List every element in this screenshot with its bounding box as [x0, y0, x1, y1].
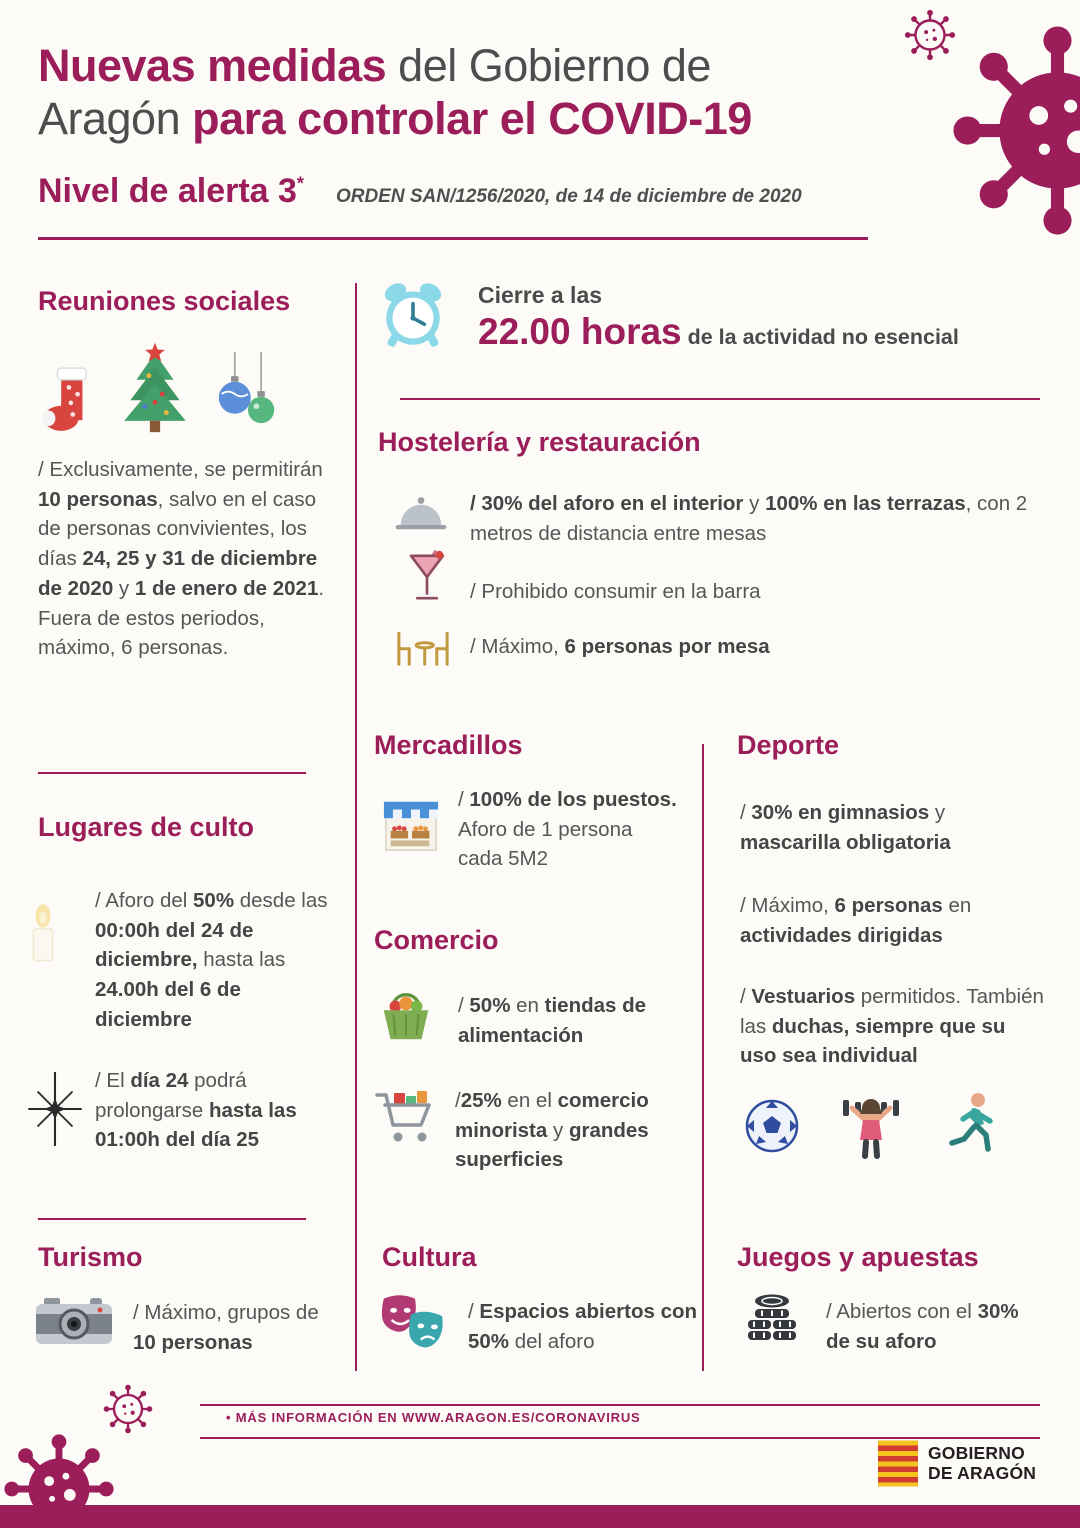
hospitality-rule-1: / 30% del aforo en el interior y 100% en las terrazas, con 2 metros de distancia entre mesas — [470, 492, 1028, 545]
divider — [400, 398, 1040, 400]
section-heading-markets: Mercadillos — [374, 730, 523, 760]
worship-rule-2: / El día 24 podrá prolongarse hasta las 01:00h del día 25 — [95, 1069, 297, 1152]
divider — [200, 1437, 1040, 1439]
more-info-text: • MÁS INFORMACIÓN EN WWW.ARAGON.ES/CORONAVIRUS — [226, 1410, 641, 1425]
logo-line-1: GOBIERNO — [928, 1442, 1025, 1463]
sports-icons — [744, 1090, 1054, 1162]
closure-intro: Cierre a las — [478, 282, 603, 308]
divider — [38, 1218, 306, 1220]
theater-masks-icon — [378, 1292, 450, 1354]
cocktail-icon — [404, 546, 450, 608]
weightlifting-icon — [838, 1090, 904, 1162]
running-icon — [942, 1091, 1000, 1161]
bottom-accent-bar — [0, 1505, 1080, 1528]
column-divider — [355, 283, 357, 1371]
closure-notice — [478, 282, 1040, 353]
order-reference: ORDEN SAN/1256/2020, de 14 de diciembre de 2020 — [335, 186, 802, 207]
section-heading-hospitality: Hostelería y restauración — [378, 427, 701, 457]
column-divider — [702, 744, 704, 1371]
shopping-cart-icon — [374, 1084, 438, 1148]
section-heading-worship: Lugares de culto — [38, 812, 255, 842]
section-heading-culture: Cultura — [382, 1242, 477, 1272]
sports-rule-3: / Vestuarios permitidos. También las duchas, siempre que su uso sea individual — [740, 985, 1044, 1068]
tourism-rule: / Máximo, grupos de 10 personas — [133, 1301, 319, 1354]
stocking-icon — [40, 360, 94, 438]
commerce-rule-1: / 50% en tiendas de alimentación — [458, 994, 647, 1047]
alert-level — [38, 172, 304, 211]
sports-rule-2: / Máximo, 6 personas en actividades dirigidas — [740, 894, 972, 947]
section-heading-commerce: Comercio — [374, 925, 499, 955]
sports-rule-1: / 30% en gimnasios y mascarilla obligatoria — [740, 801, 951, 854]
alert-asterisk: * — [296, 173, 304, 194]
gambling-rule: / Abiertos con el 30% de su aforo — [826, 1300, 1019, 1353]
closure-scope: de la actividad no esencial — [681, 325, 959, 349]
christmas-tree-icon — [118, 342, 192, 438]
virus-icon — [901, 6, 959, 64]
section-heading-gambling: Juegos y apuestas — [737, 1242, 979, 1272]
divider — [200, 1404, 1040, 1406]
grocery-basket-icon — [376, 988, 436, 1046]
worship-rule-1: / Aforo del 50% desde las 00:00h del 24 de diciembre, hasta las 24.00h del 6 de diciembre — [95, 889, 328, 1031]
star-icon — [22, 1072, 88, 1146]
alert-level-text: Nivel de alerta 3 — [38, 172, 297, 210]
gobierno-aragon-logo — [878, 1440, 1036, 1487]
section-heading-tourism: Turismo — [38, 1242, 143, 1272]
hospitality-rule-2: / Prohibido consumir en la barra — [470, 580, 761, 603]
title-line-2: Aragón para controlar el COVID-19 — [38, 92, 752, 144]
social-rules: / Exclusivamente, se permitirán 10 personas, salvo en el caso de personas convivientes, los días 24, 25 y 31 de diciembre de 2020 y 1 de enero de 2021. Fuera de estos periodos, máximo, 6 personas. — [38, 458, 325, 660]
christmas-icons — [40, 334, 330, 438]
cloche-icon — [394, 494, 448, 534]
title-line-1: Nuevas medidas del Gobierno de — [38, 40, 711, 91]
table-chairs-icon — [392, 626, 454, 668]
hospitality-rule-3: / Máximo, 6 personas por mesa — [470, 635, 770, 658]
header-divider — [38, 237, 868, 240]
divider — [38, 772, 306, 774]
culture-rule: / Espacios abiertos con 50% del aforo — [468, 1300, 698, 1353]
poker-chips-icon — [742, 1292, 802, 1350]
closure-time: 22.00 horas — [478, 311, 682, 352]
virus-icon — [100, 1381, 156, 1437]
virus-icon — [945, 18, 1080, 243]
candle-icon — [18, 903, 68, 967]
soccer-ball-icon — [744, 1098, 800, 1154]
alert-row — [38, 172, 802, 211]
logo-line-2: DE ARAGÓN — [928, 1462, 1037, 1483]
market-stall-icon — [382, 794, 440, 854]
closure-detail — [478, 311, 1040, 353]
commerce-rule-2: /25% en el comercio minorista y grandes superficies — [455, 1089, 649, 1172]
alarm-clock-icon — [376, 278, 450, 354]
ornaments-icon — [216, 350, 278, 438]
aragon-flag-icon — [878, 1440, 918, 1487]
camera-icon — [34, 1292, 114, 1350]
section-heading-social: Reuniones sociales — [38, 286, 291, 316]
section-heading-sports: Deporte — [737, 730, 840, 760]
logo-text — [928, 1444, 1036, 1483]
markets-rule: / 100% de los puestos. Aforo de 1 persona cada 5M2 — [458, 788, 677, 871]
page-title — [38, 40, 908, 145]
